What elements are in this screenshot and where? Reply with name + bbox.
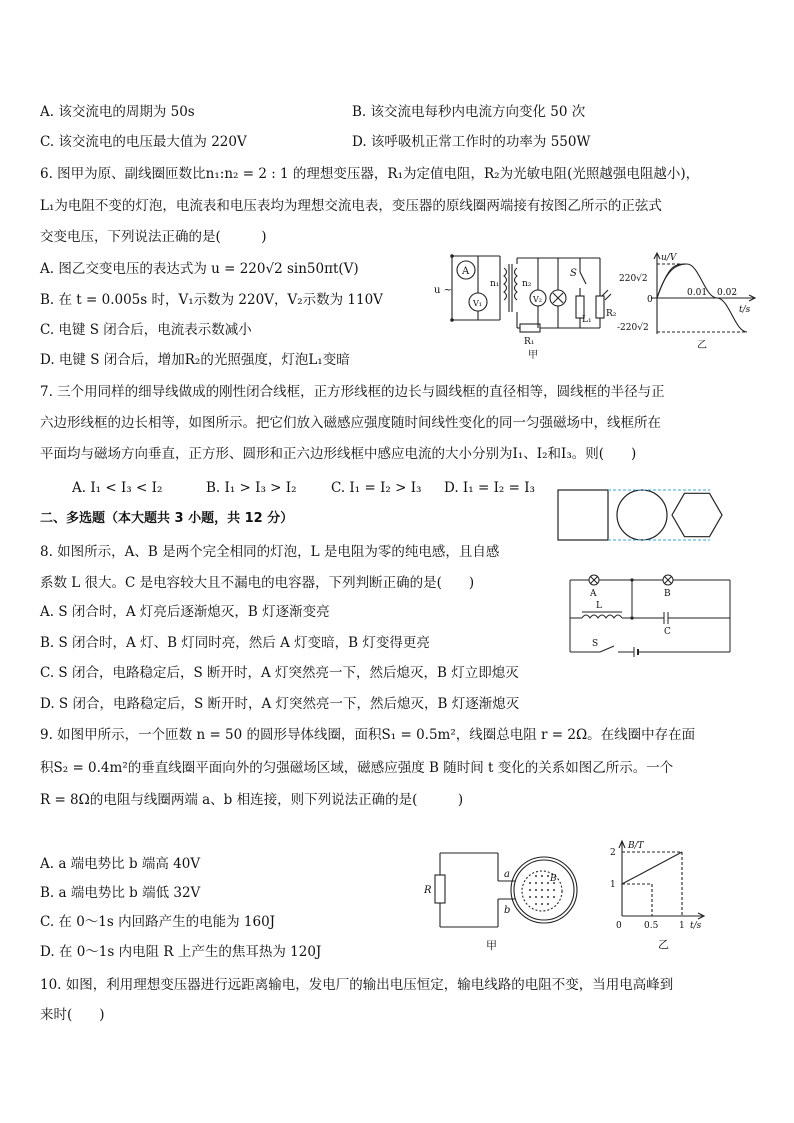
resistor-R-label: R [424, 885, 432, 896]
q9-stem-line2: 积S₂ = 0.4m²的垂直线圈平面向外的匀强磁场区域，磁感应强度 B 随时间 t 变化的关系如图乙所示。一个 [40, 760, 674, 776]
caption-yi-q9: 乙 [658, 938, 669, 951]
square-frame [558, 490, 608, 540]
label-u: u ~ [434, 285, 452, 296]
lamp-B-label: B [664, 589, 671, 599]
q8-option-d: D. S 闭合，电路稳定后，S 断开时，A 灯突然亮一下，然后熄灭，B 灯逐渐熄灭 [40, 696, 520, 712]
label-V2: V₂ [533, 295, 542, 304]
x-tick-1: 1 [679, 921, 685, 931]
x-axis-label: t/s [739, 305, 751, 315]
q6-sine-graph [615, 250, 765, 350]
circle-frame [617, 490, 667, 540]
capacitor-C-label: C [664, 627, 671, 637]
q7-option-d: D. I₁ = I₂ = I₃ [444, 480, 535, 496]
hexagon-frame [672, 493, 722, 536]
q9-coil-circuit [420, 843, 590, 953]
y-top-label: 220√2 [619, 274, 648, 284]
terminal-b-label: b [504, 905, 511, 916]
q9-option-b: B. a 端电势比 b 端低 32V [40, 885, 201, 901]
q8-stem-line2: 系数 L 很大。C 是电容较大且不漏电的电容器，下列判断正确的是( ) [40, 575, 475, 591]
terminal-a-label: a [504, 869, 510, 880]
q7-option-c: C. I₁ = I₂ > I₃ [331, 480, 422, 496]
q5-option-b: B. 该交流电每秒内电流方向变化 50 次 [352, 104, 586, 120]
label-L1: L₁ [582, 315, 592, 325]
label-R2: R₂ [606, 309, 617, 319]
q6-stem-line3: 交变电压，下列说法正确的是( ) [40, 229, 267, 245]
q9-stem-line1: 9. 如图甲所示，一个匝数 n = 50 的圆形导体线圈，面积S₁ = 0.5m²，线圈总电阻 r = 2Ω。在线圈中存在面 [40, 727, 696, 743]
inductor-L-label: L [596, 601, 602, 611]
q9-option-a: A. a 端电势比 b 端高 40V [40, 856, 201, 872]
q7-option-a: A. I₁ < I₃ < I₂ [72, 480, 163, 496]
q9-option-c: C. 在 0～1s 内回路产生的电能为 160J [40, 914, 276, 930]
label-n2: n₂ [522, 279, 532, 289]
q7-stem-line1: 7. 三个用同样的细导线做成的刚性闭合线框，正方形线框的边长与圆线框的直径相等，圆线框的半径与正 [40, 384, 665, 400]
switch-S-label: S [592, 639, 599, 649]
q9-option-d: D. 在 0～1s 内电阻 R 上产生的焦耳热为 120J [40, 944, 322, 960]
label-ammeter-A: A [462, 266, 470, 277]
y-tick-1: 1 [610, 880, 616, 890]
caption-yi: 乙 [697, 340, 707, 350]
q7-stem-line2: 六边形线框的边长相等，如图所示。把它们放入磁感应强度随时间线性变化的同一匀强磁场中，线框所在 [40, 415, 661, 431]
q8-stem-line1: 8. 如图所示，A、B 是两个完全相同的灯泡，L 是电阻为零的纯电感，且自感 [40, 544, 500, 560]
origin-label-q9: 0 [616, 921, 622, 931]
x-tick-0.5: 0.5 [644, 921, 659, 931]
q8-option-c: C. S 闭合，电路稳定后，S 断开时，A 灯突然亮一下，然后熄灭，B 灯立即熄灭 [40, 665, 519, 681]
t2-label: 0.02 [717, 288, 738, 298]
q6-stem-line1: 6. 图甲为原、副线圈匝数比n₁:n₂ = 2 : 1 的理想变压器，R₁为定值电阻，R₂为光敏电阻(光照越强电阻越小)， [40, 166, 700, 182]
caption-jia-q9: 甲 [486, 939, 497, 952]
q6-option-d: D. 电键 S 闭合后，增加R₂的光照强度，灯泡L₁变暗 [40, 352, 350, 368]
q8-option-b: B. S 闭合时，A 灯、B 灯同时亮，然后 A 灯变暗，B 灯变得更亮 [40, 635, 430, 651]
q9-stem-line3: R = 8Ω的电阻与线圈两端 a、b 相连接，则下列说法正确的是( ) [40, 792, 464, 808]
q8-lamp-circuit [560, 568, 740, 662]
y-tick-2: 2 [610, 848, 616, 858]
section-heading-multiple-choice: 二、多选题（本大题共 3 小题，共 12 分） [40, 511, 294, 526]
q8-option-a: A. S 闭合时，A 灯亮后逐渐熄灭，B 灯逐渐变亮 [40, 604, 330, 620]
t1-label: 0.01 [687, 288, 708, 298]
x-axis-label-t: t/s [690, 921, 702, 931]
label-R1: R₁ [524, 337, 535, 347]
q6-option-a: A. 图乙交变电压的表达式为 u = 220√2 sin50πt(V) [40, 261, 359, 277]
caption-jia: 甲 [528, 350, 538, 361]
label-S: S [570, 268, 577, 279]
q10-stem-line2: 来时( ) [40, 1007, 105, 1023]
q9-B-t-graph [600, 836, 720, 952]
y-axis-label-B: B/T [628, 841, 644, 851]
q7-stem-line3: 平面均与磁场方向垂直，正方形、圆形和正六边形线框中感应电流的大小分别为I₁、I₂和I₃。则( ) [40, 446, 637, 462]
q6-option-c: C. 电键 S 闭合后，电流表示数减小 [40, 322, 252, 338]
q6-option-b: B. 在 t = 0.005s 时，V₁示数为 220V，V₂示数为 110V [40, 292, 383, 308]
field-B-label: B [550, 874, 557, 884]
lamp-A-label: A [590, 589, 597, 599]
q6-stem-line2: L₁为电阻不变的灯泡，电流表和电压表均为理想交流电表，变压器的原线圈两端接有按图乙所示的正弦式 [40, 198, 662, 214]
y-bottom-label: -220√2 [617, 323, 649, 333]
q6-transformer-circuit [430, 250, 630, 362]
q7-option-b: B. I₁ > I₃ > I₂ [206, 480, 297, 496]
q5-option-a: A. 该交流电的周期为 50s [40, 104, 195, 120]
q5-option-d: D. 该呼吸机正常工作时的功率为 550W [352, 134, 591, 150]
label-n1: n₁ [490, 279, 500, 289]
q10-stem-line1: 10. 如图，利用理想变压器进行远距离输电，发电厂的输出电压恒定，输电线路的电阻不变，当用电高峰到 [40, 977, 674, 993]
q7-frames-figure [555, 486, 735, 546]
origin-label: 0 [647, 295, 653, 305]
label-V1: V₁ [473, 299, 482, 308]
y-axis-label: u/V [661, 253, 677, 263]
q5-option-c: C. 该交流电的电压最大值为 220V [40, 134, 247, 150]
